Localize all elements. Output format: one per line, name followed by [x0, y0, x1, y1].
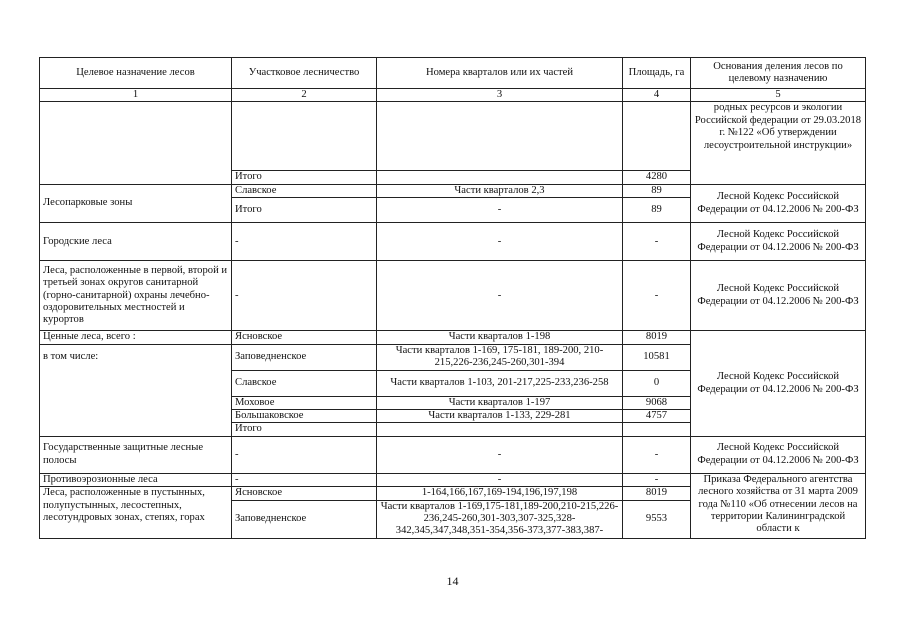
- cell-purpose: Леса, расположенные в пустынных, полупустынных, лесостепных, лесотундровых зонах, степях, горах: [40, 487, 232, 539]
- cell-quarters: -: [377, 261, 623, 331]
- cell-forestry: -: [232, 473, 377, 486]
- cell-forestry: Заповедненское: [232, 500, 377, 538]
- cell-area: 9068: [623, 396, 691, 409]
- cell-basis: Лесной Кодекс Российской Федерации от 04.12.2006 № 200-ФЗ: [691, 436, 866, 473]
- cell-purpose: Лесопарковые зоны: [40, 184, 232, 222]
- cell-quarters: Части кварталов 1-169, 175-181, 189-200, 210-215,226-236,245-260,301-394: [377, 344, 623, 370]
- cell-forestry: -: [232, 436, 377, 473]
- cell-quarters: -: [377, 473, 623, 486]
- cell-quarters: -: [377, 436, 623, 473]
- table-row: [40, 102, 866, 171]
- forest-purpose-table: [39, 57, 866, 539]
- cell-empty: [623, 423, 691, 436]
- cell-empty: [40, 102, 232, 184]
- cell-basis: родных ресурсов и экологии Российской федерации от 29.03.2018 г. №122 «Об утверждении лесоустроительной инструкции»: [691, 102, 866, 184]
- column-number-row: [40, 89, 866, 102]
- cell-quarters: Части кварталов 2,3: [377, 184, 623, 197]
- col-number: 4: [623, 89, 691, 102]
- cell-quarters: Части кварталов 1-197: [377, 396, 623, 409]
- header-quarters: Номера кварталов или их частей: [377, 58, 623, 89]
- cell-forestry: Славское: [232, 370, 377, 396]
- table-row: [40, 184, 866, 197]
- cell-area: -: [623, 223, 691, 261]
- col-number: 2: [232, 89, 377, 102]
- table-row: [40, 261, 866, 331]
- cell-forestry: Заповедненское: [232, 344, 377, 370]
- cell-quarters: -: [377, 223, 623, 261]
- cell-forestry: Ясновское: [232, 487, 377, 500]
- cell-area: 0: [623, 370, 691, 396]
- cell-area: 89: [623, 184, 691, 197]
- cell-purpose: Государственные защитные лесные полосы: [40, 436, 232, 473]
- cell-area: 4757: [623, 410, 691, 423]
- cell-basis: Лесной Кодекс Российской Федерации от 04.12.2006 № 200-ФЗ: [691, 223, 866, 261]
- cell-area: -: [623, 261, 691, 331]
- col-number: 5: [691, 89, 866, 102]
- cell-empty: [377, 102, 623, 171]
- cell-basis: Лесной Кодекс Российской Федерации от 04.12.2006 № 200-ФЗ: [691, 331, 866, 437]
- cell-basis: Лесной Кодекс Российской Федерации от 04.12.2006 № 200-ФЗ: [691, 184, 866, 222]
- cell-forestry: -: [232, 261, 377, 331]
- table-row: [40, 331, 866, 344]
- cell-quarters: 1-164,166,167,169-194,196,197,198: [377, 487, 623, 500]
- cell-area: 9553: [623, 500, 691, 538]
- cell-empty: [232, 102, 377, 171]
- cell-forestry: Итого: [232, 171, 377, 184]
- table-row: [40, 436, 866, 473]
- header-basis: Основания деления лесов по целевому назначению: [691, 58, 866, 89]
- cell-forestry: Большаковское: [232, 410, 377, 423]
- cell-forestry: Ясновское: [232, 331, 377, 344]
- cell-forestry: -: [232, 223, 377, 261]
- cell-forestry: Итого: [232, 423, 377, 436]
- cell-basis: Лесной Кодекс Российской Федерации от 04.12.2006 № 200-ФЗ: [691, 261, 866, 331]
- cell-area: -: [623, 473, 691, 486]
- cell-quarters: -: [377, 198, 623, 223]
- cell-purpose: в том числе:: [40, 344, 232, 436]
- cell-empty: [623, 102, 691, 171]
- cell-quarters: Части кварталов 1-198: [377, 331, 623, 344]
- cell-area: 8019: [623, 331, 691, 344]
- col-number: 3: [377, 89, 623, 102]
- cell-purpose: Ценные леса, всего :: [40, 331, 232, 344]
- cell-area: -: [623, 436, 691, 473]
- cell-empty: [377, 423, 623, 436]
- cell-forestry: Славское: [232, 184, 377, 197]
- cell-area: 89: [623, 198, 691, 223]
- cell-empty: [377, 171, 623, 184]
- header-area: Площадь, га: [623, 58, 691, 89]
- cell-forestry: Моховое: [232, 396, 377, 409]
- cell-quarters: Части кварталов 1-103, 201-217,225-233,236-258: [377, 370, 623, 396]
- cell-quarters: Части кварталов 1-133, 229-281: [377, 410, 623, 423]
- table-row: [40, 223, 866, 261]
- header-purpose: Целевое назначение лесов: [40, 58, 232, 89]
- cell-basis: Приказа Федерального агентства лесного хозяйства от 31 марта 2009 года №110 «Об отнесении лесов на территории Калининградской области к: [691, 473, 866, 538]
- page-number: 14: [446, 574, 459, 588]
- cell-purpose: Городские леса: [40, 223, 232, 261]
- cell-purpose: Противоэрозионные леса: [40, 473, 232, 486]
- cell-forestry: Итого: [232, 198, 377, 223]
- table-header-row: [40, 58, 866, 89]
- cell-quarters: Части кварталов 1-169,175-181,189-200,210-215,226-236,245-260,301-303,307-325,328-342,345,347,348,351-354,356-373,377-383,387-: [377, 500, 623, 538]
- cell-area: 8019: [623, 487, 691, 500]
- table-row: [40, 473, 866, 486]
- cell-area: 10581: [623, 344, 691, 370]
- col-number: 1: [40, 89, 232, 102]
- header-forestry: Участковое лесничество: [232, 58, 377, 89]
- cell-purpose: Леса, расположенные в первой, второй и третьей зонах округов санитарной (горно-санитарной) охраны лечебно-оздоровительных местностей и курортов: [40, 261, 232, 331]
- cell-area: 4280: [623, 171, 691, 184]
